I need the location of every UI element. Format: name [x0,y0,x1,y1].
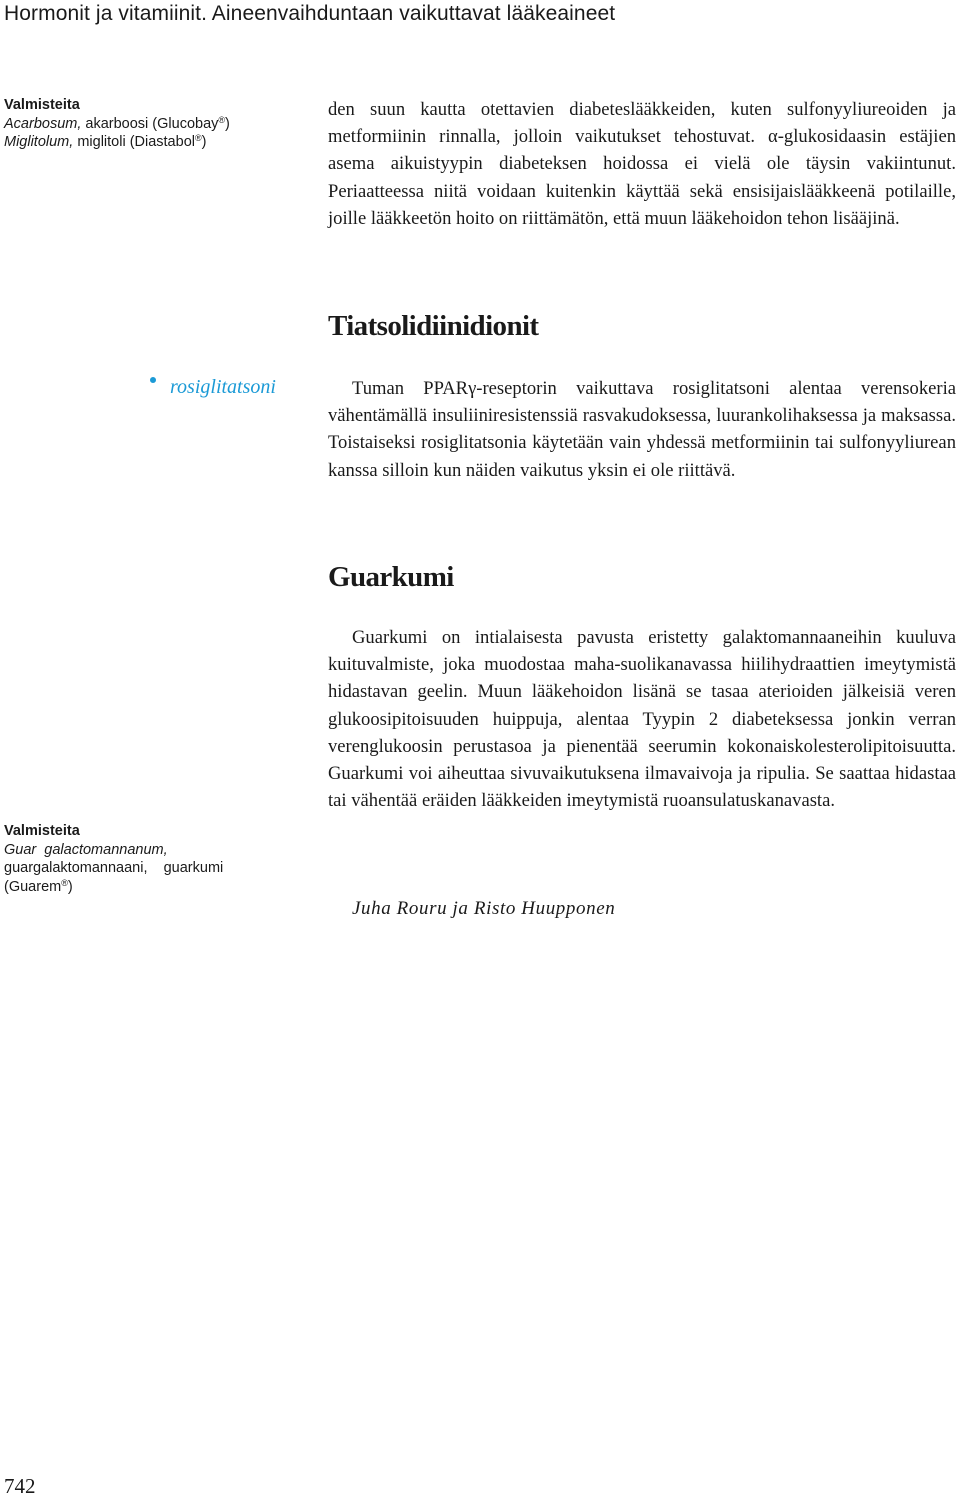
sidebar-entry-acarbose: Acarbosum, akarboosi (Glucobay®) [4,114,230,132]
intro-paragraph: den suun kautta otettavien diabeteslääkkeiden, kuten sulfonyyliureoiden ja metformiinin rinnalla, jolloin vaikutukset tehostuvat. α-glukosidaasin estäjien asema aikuistyypin diabeteksen hoidossa ei vielä ole täysin vakiintunut. Periaatteessa niitä voidaan kuitenkin käyttää sekä ensisijaislääkkeenä potilaille, joille lääkkeetön hoito on riittämätön, että muun lääkehoidon tehon lisääjinä. [328,99,956,229]
sidebar-entry-miglitol: Miglitolum, miglitoli (Diastabol®) [4,133,207,150]
author-signature: Juha Rouru ja Risto Huupponen [352,898,616,919]
guarkumi-paragraph: Guarkumi on intialaisesta pavusta eristetty galaktomannaaneihin kuuluva kuituvalmiste, joka muodostaa maha-suolikanavassa hiilihydraattien imeytymistä hidastavan geelin. Muun lääkehoidon lisänä se tasaa aterioiden jälkeisiä veren glukoosipitoisuuden huippuja, alentaa Tyypin 2 diabeteksessa jonkin verran verenglukoosin perustasoa ja pienentää seerumin kokonaiskolesterolipitoisuutta. Guarkumi voi aiheuttaa sivuvaikutuksena ilmavaivoja ja ripulia. Se saattaa hidastaa tai vähentää eräiden lääkkeiden imeytymistä ruoansulatuskanavasta. [328,627,956,812]
section-heading-guarkumi: Guarkumi [328,561,454,593]
registered-mark: ® [194,133,202,143]
running-head: Hormonit ja vitamiinit. Aineenvaihduntaan vaikuttavat lääkeaineet [4,2,616,25]
registered-mark: ® [61,877,68,888]
margin-term-rosiglitatsoni: rosiglitatsoni [150,376,276,399]
sidebar-entry-finnish: guargalaktomannaani, guarkumi [4,860,224,876]
sidebar-entry-brand: (Guarem®) [4,877,73,895]
bullet-icon [150,377,156,383]
registered-mark: ® [218,114,226,125]
section-heading-tiatsolidiinidionit: Tiatsolidiinidionit [328,310,539,342]
sidebar-label: Valmisteita [4,823,80,839]
sidebar-preparations-guarkumi [4,822,254,896]
rosiglitatsoni-paragraph: Tuman PPARγ-reseptorin vaikuttava rosiglitatsoni alentaa verensokeria vähentämällä insuliiniresistenssiä rasvakudoksessa, luurankolihaksessa ja maksassa. Toistaiseksi rosiglitatsonia käytetään vain yhdessä metformiinin tai sulfonyyliurean kanssa silloin kun näiden vaikutus yksin ei ole riittävä. [328,378,956,481]
page-number: 742 [4,1474,36,1498]
sidebar-preparations-top [4,96,264,152]
sidebar-entry-latin: Guar galactomannanum, [4,841,168,858]
sidebar-label: Valmisteita [4,97,80,113]
